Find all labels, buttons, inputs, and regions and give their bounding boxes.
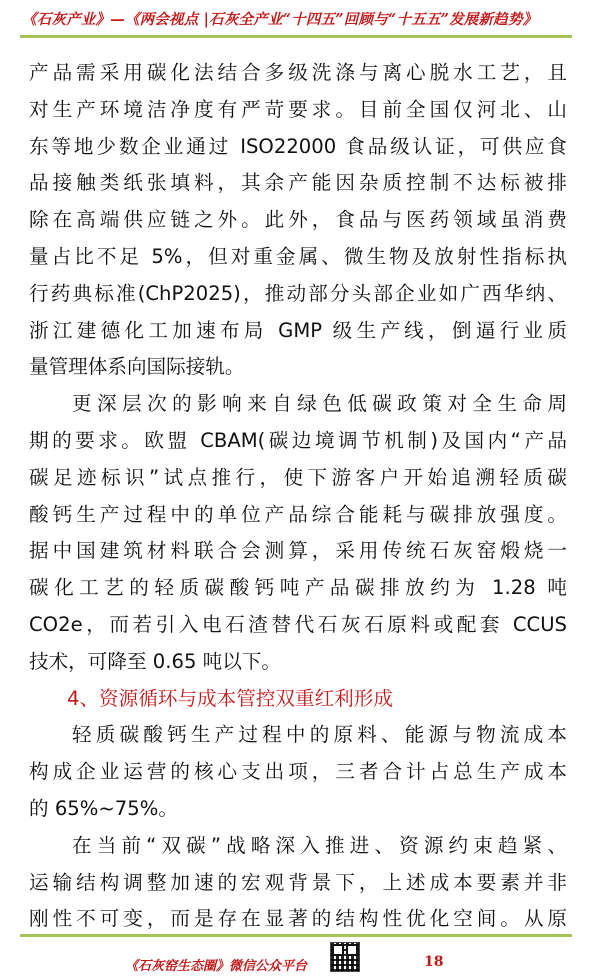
paragraph-line: 刚性不可变，而是存在显著的结构性优化空间。从原 xyxy=(29,907,567,931)
paragraph-line: 的 65%~75%。 xyxy=(29,796,178,820)
paragraph-line: 轻质碳酸钙生产过程中的原料、能源与物流成本 xyxy=(72,723,567,747)
section-heading: 4、资源循环与成本管控双重红利形成 xyxy=(67,686,393,710)
paragraph-line: 产品需采用碳化法结合多级洗涤与离心脱水工艺，且 xyxy=(29,61,567,84)
footer-brand: 《石灰窑生态圈》微信公众平台 xyxy=(125,959,308,974)
paragraph-line: 运输结构调整加速的宏观背景下，上述成本要素并非 xyxy=(29,870,567,894)
paragraph-line: 浙江建德化工加速布局 GMP 级生产线，倒逼行业质 xyxy=(29,318,567,342)
paragraph-line: 在当前“双碳”战略深入推进、资源约束趋紧、 xyxy=(72,833,567,857)
paragraph-line: 碳足迹标识”试点推行，使下游客户开始追溯轻质碳 xyxy=(29,465,567,489)
page-number: 18 xyxy=(424,954,444,970)
page-header xyxy=(0,0,596,38)
paragraph-line: 行药典标准(ChP2025)，推动部分头部企业如广西华纳、 xyxy=(29,281,567,305)
paragraph-line: CO2e，而若引入电石渣替代石灰石原料或配套 CCUS xyxy=(29,612,567,636)
paragraph-line: 期的要求。欧盟 CBAM(碳边境调节机制)及国内“产品 xyxy=(29,428,567,452)
paragraph-line: 构成企业运营的核心支出项，三者合计占总生产成本 xyxy=(29,760,567,784)
paragraph-line: 量占比不足 5%，但对重金属、微生物及放射性指标执 xyxy=(29,244,567,268)
paragraph-line: 据中国建筑材料联合会测算，采用传统石灰窑煅烧一 xyxy=(29,539,567,563)
paragraph-line: 技术，可降至 0.65 吨以下。 xyxy=(29,649,282,673)
header-rule xyxy=(20,35,572,38)
qr-code-icon xyxy=(330,942,360,972)
paragraph-line: 量管理体系向国际接轨。 xyxy=(29,355,245,379)
paragraph-line: 品接触类纸张填料，其余产能因杂质控制不达标被排 xyxy=(29,171,567,195)
paragraph-line: 东等地少数企业通过 ISO22000 食品级认证，可供应食 xyxy=(29,134,567,158)
paragraph-line: 碳化工艺的轻质碳酸钙吨产品碳排放约为 1.28 吨 xyxy=(29,576,567,600)
footer-rule xyxy=(20,934,572,937)
paragraph-line: 对生产环境洁净度有严苛要求。目前全国仅河北、山 xyxy=(29,97,567,121)
paragraph-line: 酸钙生产过程中的单位产品综合能耗与碳排放强度。 xyxy=(29,502,567,526)
paragraph-line: 更深层次的影响来自绿色低碳政策对全生命周 xyxy=(72,392,567,416)
article-body xyxy=(29,55,567,938)
running-header-title: 《石灰产业》—《两会视点 |石灰全产业“十四五”回顾与“十五五”发展新趋势》 xyxy=(22,11,538,28)
paragraph-line: 除在高端供应链之外。此外，食品与医药领域虽消费 xyxy=(29,208,567,232)
